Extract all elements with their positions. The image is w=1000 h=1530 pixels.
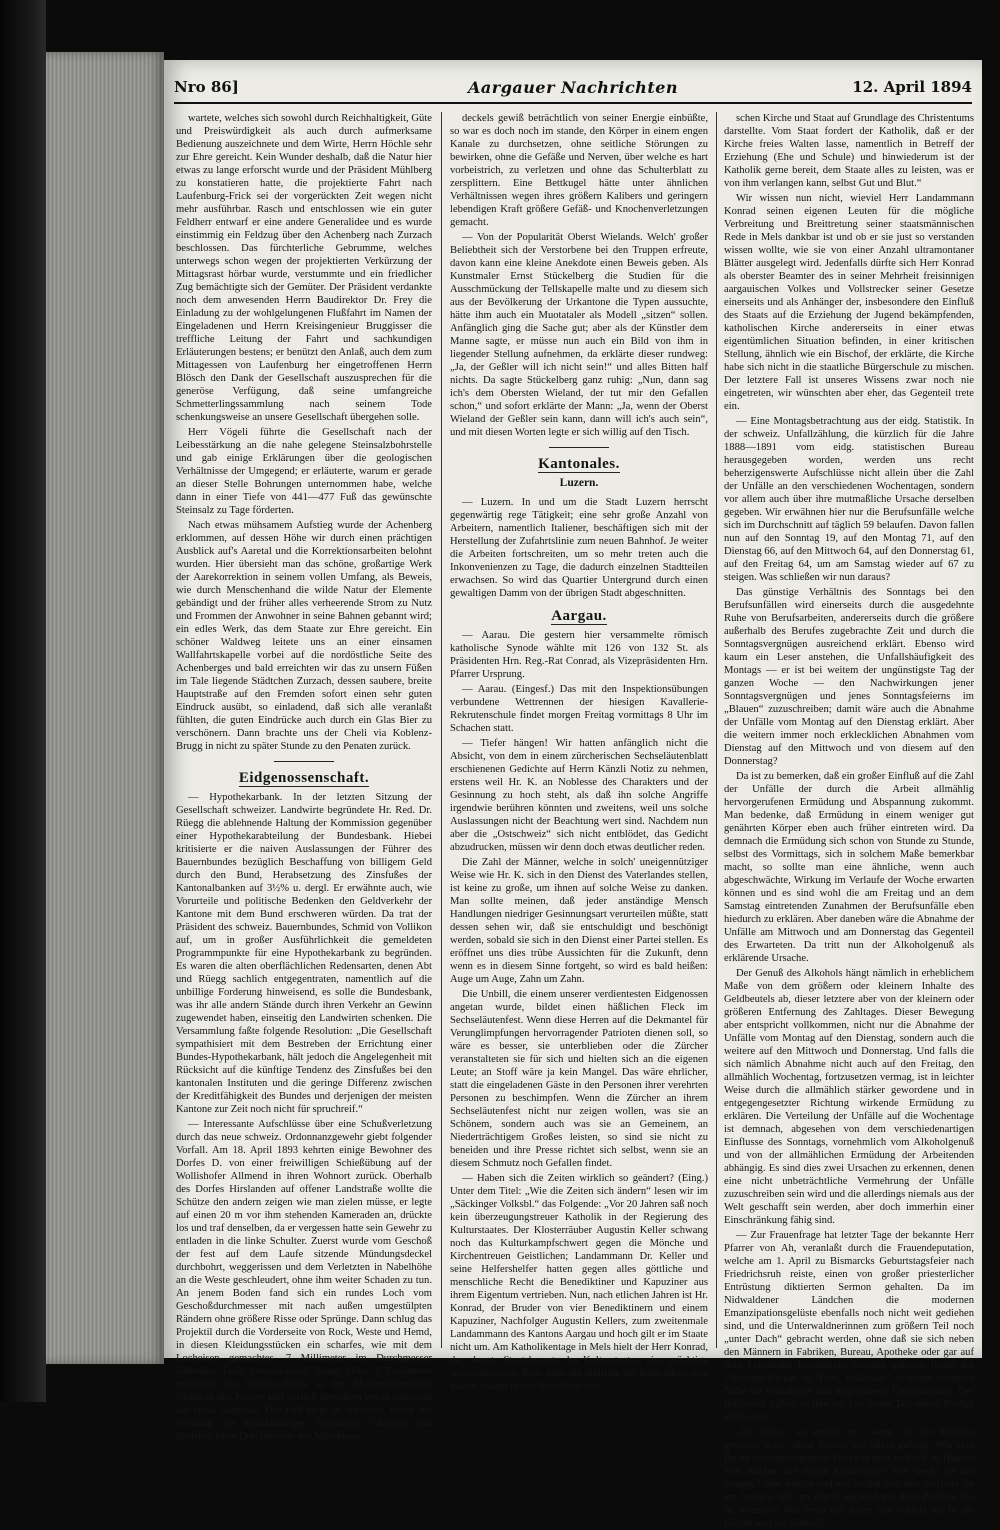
section-heading-aargau: Aargau. bbox=[551, 608, 607, 624]
article-paragraph: Herr Vögeli führte die Gesellschaft nach der Leibesstärkung an die nahe gelegene Steinsalzbohrstelle und gab einige Erklärungen über die geologischen Verhältnisse der Umgegend; er erläuterte, warum er gerade an dieser Stelle Bohrungen unternommen habe, welche dann in einer Tiefe von 441—477 Fuß das gewünschte Steinsalz zu Tage förderten. bbox=[176, 427, 432, 516]
article-paragraph: — Luzern. In und um die Stadt Luzern herrscht gegenwärtig rege Tätigkeit; eine sehr große Anzahl von Arbeitern, namentlich Italiener, beschäftigen sich mit der Herstellung der Zufahrtslinie zum neuen Bahnhof. Je weiter die Arbeiten fortschreiten, um so mehr treten auch die Inkonvenienzen zu Tage, die dadurch einzelnen Stadtteilen erwachsen. So wird das Quartier Untergrund durch einen gewaltigen Damm von der übrigen Stadt abgeschnitten. bbox=[450, 497, 708, 599]
article-paragraph: — Aarau. Die gestern hier versammelte römisch katholische Synode wählte mit 126 von 132 St. als Präsidenten Hrn. Reg.-Rat Conrad, als Vizepräsidenten Hrn. Pfarrer Ursprung. bbox=[450, 630, 708, 680]
article-paragraph: Die Zahl der Männer, welche in solch' uneigennütziger Weise wie Hr. K. sich in den Dienst des Vaterlandes stellen, ist keine zu große, um ihnen auf solche Weise zu danken. Man sollte meinen, daß jeder anständige Mensch Handlungen niedriger Gesinnungsart verurteilen müßte, statt dessen sehen wir, daß sie entschuldigt und beschönigt werden, sobald sie sich in den Dienst einer Partei stellen. Es eröffnet uns dies trübe Aussichten für die Zukunft, denn wenn es in diesem Sinne fortgeht, so wird es bald heißen: Auge um Auge, Zahn um Zahn. bbox=[450, 857, 708, 985]
page-header bbox=[174, 74, 972, 104]
book-spine-shadow bbox=[0, 0, 46, 1402]
issue-date: 12. April 1894 bbox=[852, 78, 972, 96]
newspaper-page bbox=[164, 60, 982, 1529]
article-paragraph: Das günstige Verhältnis des Sonntags bei den Berufsunfällen wird einerseits durch die ausgedehnte Ruhe von Berufsarbeiten, andererseits durch die größere außerhalb des Berufes zugebrachte Zeit und durch die Sonntagsvergnügen ausreichend erklärt. Ebenso wird kaum ein Leser anstehen, die Unfallshäufigkeit des Montags — er ist bei weitem der ungünstigste Tag der ganzen Woche — den Nachwirkungen jener Sonntagsvergnügen und jenes Sonntagsfeierns im „Blauen“ zuzuschreiben; damit wäre auch die Abnahme der Unfälle vom Montag auf den Dienstag erklärt. Aber die weitern immer noch erklecklichen Abnahmen vom Dienstag auf den Mittwoch und von diesem auf den Donnerstag? bbox=[724, 587, 974, 767]
article-paragraph: — Haben sich die Zeiten wirklich so geändert? (Eing.) Unter dem Titel: „Wie die Zeiten sich ändern“ lesen wir im „Säckinger Volksbl.“ das Folgende: „Vor 20 Jahren saß noch kein überzeugungstreuer Katholik in der Regierung des Kulturstaates. Der Klosterräuber Augustin Keller schwang noch das Kulturkampfschwert gegen die Mönche und Kirchentreuen Geistlichen; Landammann Dr. Keller und seine Helfershelfer hatten gegen alles göttliche und menschliche Recht die Benediktiner und Kapuziner aus ihrem Eigentum vertrieben. Nun, nach etlichen Jahren ist Hr. Konrad, der Bruder von vier Benediktinern und einem Kapuziner, Nachfolger Augustin Kellers, zum zweitenmale Landammann des Kantons Aargau und hoch gilt er im Staate nicht um. Am Katholikentage in Mels hielt der Herr Konrad, der oberste Staatsbeamte des Kulturstaates, eine prächtige staatsmännische Rede über die Stellung der Katholiken zum Staate, indem er das Verhältnis zwi- bbox=[450, 1173, 708, 1392]
section-heading-eidgenossenschaft: Eidgenossenschaft. bbox=[238, 770, 370, 786]
article-paragraph: Wir wissen nun nicht, wieviel Herr Landammann Konrad seinen eigenen Leuten für die mögliche Verbreitung und Breittretung seiner staatsmännischen Rede in Mels dankbar ist und ob er sie just so verstanden wissen wollte, wie sie von einer Anzahl ultramontaner Blätter ausgelegt wird. Jedenfalls dürfte sich Herr Konrad als oberster Beamter des in seiner Mehrheit freisinnigen aargauischen Volkes und Vollstrecker seiner Gesetze einerseits und als Anhänger der, insbesondere den Einfluß des Staats auf die Erziehung der Jugend bekämpfenden, katholischen Kirche andererseits in einer etwas eigentümlichen Situation befinden, in einer kritischen Stellung, ähnlich wie ein Bischof, der erklärte, die Kirche habe sich nicht in die staatliche Bürgerschule zu mischen. Der letztere Fall ist unseres Wissens zwar noch nie eingetreten, wir wünschten aber eher, das Gegenteil trete ein. bbox=[724, 193, 974, 412]
article-paragraph: — Hypothekarbank. In der letzten Sitzung der Gesellschaft schweizer. Landwirte begründete Hr. Red. Dr. Rüegg die ablehnende Haltung der Kommission gegenüber einer Hypothekarabteilung der Bundesbank. Hiebei kritisierte er die naiven Auslassungen der Führer des Bauernbundes bezüglich Beschaffung von billigem Geld durch den Bund, Herabsetzung des Zinsfußes der Kantonalbanken auf 3½% u. dergl. Er erwähnte auch, wie Vorurteile und politische Bedenken den Geldverkehr der Kantone mit dem Bund erschweren würden. Da trat der Präsident des schweiz. Bauernbundes, Schmid von Vollikon auf, um in großer Ausführlichkeit die gemeldeten Programmpunkte für eine Hypothekarbank zu begründen. Es waren die alten oberflächlichen Redensarten, denen Abt und Rüegg sachlich entgegentraten, namentlich auf die unbillige Forderung hinweisend, es solle die Bundesbank, was ihr alle andern Stände durch ihren Verkehr an Gewinn zugewendet haben, einseitig den Landwirten schenken. Die Versammlung faßte folgende Resolution: „Die Gesellschaft sympathisiert mit dem Bestreben der Errichtung einer Bundes-Hypothekarbank, hält jedoch die Angelegenheit mit Rücksicht auf die künftige Tendenz des Zinsfußes bei den kantonalen Instituten und die geringe Differenz zwischen der Kreditfähigkeit des Bundes und derjenigen der meisten Kantone zur Zeit noch nicht für spruchreif.“ bbox=[176, 792, 432, 1115]
article-paragraph: — Aarau. (Eingesf.) Das mit den Inspektionsübungen verbundene Wettrennen der hiesigen Kavallerie-Rekrutenschule findet morgen Freitag vormittags 8 Uhr im Schachen statt. bbox=[450, 684, 708, 734]
header-rule bbox=[174, 102, 972, 104]
separator-rule bbox=[549, 447, 609, 448]
article-paragraph: — Eine Montagsbetrachtung aus der eidg. Statistik. In der schweiz. Unfallzählung, die kürzlich für die Jahre 1888—1891 vom eidg. statistischen Bureau herausgegeben worden, werden uns recht beherzigenswerte Aufschlüsse nicht allein über die Zahl der Unfälle an den verschiedenen Wochentagen, sondern vor allem auch über ihre mutmaßliche Ursache derselben gegeben. Wir erwähnen hier nur die Berufsunfälle welche sich im Durchschnitt auf täglich 59 belaufen. Davon fallen nun auf den Sonntag 19, auf den Montag 71, auf den Dienstag 66, auf den Mittwoch 64, auf den Donnerstag 61, auf den Freitag 64, um am Samstag wieder auf 67 zu steigen. Was schließen wir nun daraus? bbox=[724, 416, 974, 583]
article-paragraph: schen Kirche und Staat auf Grundlage des Christentums darstellte. Vom Staat fordert der Katholik, daß er der Kirche freies Walten lasse, namentlich in Betreff der Erziehung (Ehe und Schule) und hinwiederum ist der Katholik gerne bereit, dem Staate alles zu leisten, was er von ihm verlangen kann, selbst Gut und Blut.“ bbox=[724, 113, 974, 189]
column-2 bbox=[450, 112, 708, 1392]
column-3 bbox=[724, 112, 974, 1529]
article-paragraph: — Von der Popularität Oberst Wielands. Welch' großer Beliebtheit sich der Verstorbene bei den Truppen erfreute, davon kann eine kleine Anekdote einen Beweis geben. Als Kunstmaler Ernst Stückelberg die Studien für die Ausschmückung der Tellskapelle malte und zu diesem sich aus der Bevölkerung der Urkantone die Typen aussuchte, hätte ihm auch ein Muotataler als Modell „sitzen“ sollen. Anfänglich ging die Sache gut; aber als der Künstler dem Manne sagte, er müsse nun auch ein Bild von ihm in liegender Stellung aufnehmen, da erklärte dieser rundweg: „Ja, der Geßler will ich nicht sein!“ und alles Bitten half nichts. Da sagte Stückelberg ganz ruhig: „Nun, dann sag ich's dem Obersten Wieland, der tut mir den Gefallen schon,“ und sofort erklärte der Mann: „Ja, wenn der Oberst Wieland der Geßler sein kann, dann will ich's auch sein“, und mit diesen Worten legte er sich willig auf den Tisch. bbox=[450, 232, 708, 438]
issue-number: Nro 86] bbox=[174, 78, 239, 96]
subsection-heading-luzern: Luzern. bbox=[559, 477, 599, 489]
article-paragraph: — Zur Frauenfrage hat letzter Tage der bekannte Herr Pfarrer von Ah, veranlaßt durch die Frauendeputation, welche am 1. April zu Bismarcks Geburtstagsfeier nach Friedrichsruh reiste, einen von großer priesterlicher Entrüstung diktierten Sermon gehalten. Da im Nidwaldener Ländchen die modernen Emanzipationsgelüste ebenfalls noch nicht weit gediehen sind, und die Unterwaldnerinnen zum größern Teil noch „unter Dach“ gebracht werden, ohne daß sie sich neben den Männern in Fabriken, Bureau, Apotheke oder gar auf dem Lehrstuhle Konkurrenz machen müssen, findet der „Weltüberblicker im Nidw. Volksblatt“ in seiner nächsten Nähe die lebhafteste und ungeteilteste Unterstützung. Der Kuriosität halber wollen wir hier einen Teil seiner Predigt abdrucken. bbox=[724, 1230, 974, 1423]
separator-rule bbox=[274, 761, 334, 762]
column-divider bbox=[441, 112, 442, 1348]
section-heading-kantonales: Kantonales. bbox=[538, 456, 620, 472]
column-1 bbox=[176, 112, 432, 1442]
article-paragraph: Da ist zu bemerken, daß ein großer Einfluß auf die Zahl der Unfälle der durch die Arbeit allmählig hervorgerufenen Ermüdung und Abspannung zukommt. Man bedenke, daß Ermüdung in einem weniger gut genährten Körper eben auch früher eintreten wird. Da demnach die Ermüdung sich schon von Stunde zu Stunde, selbst des Vormittags, sich in solchem Maße bemerkbar macht, so sollte man eine ähnliche, wenn auch abgeschwächte, Wirkung im Verlaufe der Woche erwarten können und es sind wohl die am Freitag und an dem Samstag eintretenden Zunahmen der Berufsunfälle eben hiedurch zu erklären. Aber daneben wäre die Abnahme der Unfälle am Mittwoch und am Donnerstag das Gegenteil des Erwarteten. Da tritt nun der Alkoholgenuß als erklärende Ursache. bbox=[724, 771, 974, 964]
article-paragraph: Der Genuß des Alkohols hängt nämlich in erheblichem Maße von dem größern oder kleinern Inhalte des Geldbeutels ab, dieser letztere aber von der kleinern oder größeren Entfernung des Zahltages. Dieser Bewegung aber entspricht vollkommen, nicht nur die Abnahme der Unfälle vom Montag auf den Dienstag, sondern auch die weitere auf den Mittwoch und Donnerstag. Und falls die sich nämlich Abnahme nicht auch auf den Freitag, den allmählich Wochentag, fortzusetzen vermag, ist in leichter Weise durch die allmählich stärker gewordene und in entgegengesetzter Richtung wirkende Ermüdung zu erklären. Die Verteilung der Unfälle auf die Wochentage ist demnach, abgesehen von dem verschiedenartigen Einflusse des Sonntags, vornehmlich vom Alkoholgenuß und von der allmählichen Ermüdung der Arbeitenden abhängig. Es sind dies zwei Ursachen zu erkennen, denen eine nicht unbeträchtliche Vermehrung der Unfälle zuzuschreiben sein wird und die allerdings niemals aus der Welt geschafft sein werden, aber doch immerhin einer Einschränkung fähig sind. bbox=[724, 968, 974, 1226]
article-paragraph: wartete, welches sich sowohl durch Reichhaltigkeit, Güte und Preiswürdigkeit als auch durch aufmerksame Bedienung auszeichnete und dem Wirte, Herrn Höchle sehr zur Ehre gereicht. Kein Wunder deshalb, daß die Natur hier etwas zu lange erforscht wurde und der Präsident Mühlberg zu konstatieren hatte, die projektierte Fahrt nach Laufenburg-Frick sei der vorgerückten Zeit wegen nicht mehr ausführbar. Rasch und entschlossen wie ein guter Feldherr entwarf er eine andere Generalidee und es wurde einstimmig ein Feldzug über den Achenberg nach Zurzach beschlossen. Das fürchterliche Gebrumme, welches unterwegs schon wegen der projektierten Verkürzung der Mittagsrast hörbar wurde, verstummte und ein friedlicher Zug bemächtigte sich der Gemüter. Der Präsident verdankte noch dem anwesenden Herrn Baudirektor Dr. Frey die Einladung zu der wohlgelungenen Flußfahrt im Namen der Eingeladenen und Herrn Kreisingenieur Bruggisser die treffliche Leitung der Fahrt und sachkundigen Erläuterungen bestens; er benützt den Anlaß, auch dem zum Mittagessen von Laufenburg her eingetroffenen Herrn Blösch den Dank der Gesellschaft auszusprechen für die generöse Verfügung, daß seine umfangreiche Schmetterlingssammlung nach seinem Tode schenkungsweise an unsere Gesellschaft übergehen solle. bbox=[176, 113, 432, 423]
article-paragraph: Die Unbill, die einem unserer verdientesten Eidgenossen angetan wurde, bildet einen häßlichen Fleck im Sechseläutenfest. Wenn diese Herren auf die Dekmantel für Verunglimpfungen hervorragender Patrioten dienen soll, so wäre es besser, sie unterblieben oder die Zürcher veranstalteten sie für sich und hielten sich an die eigenen Leute; an Stoff wäre ja kein Mangel. Das wäre ehrlicher, statt die eingeladenen Gäste in den Personen ihrer verehrten Personen zu beschimpfen. Wenn die Zürcher an ihrem Sechseläutenfest nicht nur zeigen wollen, was sie an Schönem, sondern auch was sie an Gemeinem, an Niederträchtigem Großes leisten, so sind sie nicht zu beneiden und ihre Presse richtet sich selbst, wenn sie an diesem Schmutz noch Gefallen findet. bbox=[450, 989, 708, 1169]
article-paragraph: Nach etwas mühsamem Aufstieg wurde der Achenberg erklommen, auf dessen Höhe wir durch einen prächtigen Ausblick auf's Aaretal und die Korrektionsarbeiten belohnt wurden. Hier übersieht man das schöne, großartige Werk der Aarekorrektion in seinem vollen Umfang, als Beweis, wie durch Menschenhand die wilde Natur der Elemente gebändigt und der früher alles verheerende Strom zu Nutz und Frommen der Anwohner in seine Bahnen gebannt wird; ein edles Werk, das dem Staate zur Ehre gereicht. Ein schöner Waldweg leitete uns an einer einsamen Wallfahrtskapelle vorbei auf die nordöstliche Seite des Achenberges und bald erreichten wir das zu unsern Füßen im Tale liegende Städtchen Zurzach, dessen saubere, breite Hauptstraße auf den Fremden sofort einen sehr guten Eindruck ausübt, so einladend, daß sich alle veranlaßt fühlten, die guten Eindrücke auch durch ein Glas Bier zu verschönern. Dann brachte uns der Cheli via Koblenz-Brugg in nicht zu später Stunde zu den Penaten zurück. bbox=[176, 520, 432, 752]
article-paragraph: „Ich hätte,“ so spricht er, „wenn ich der Kanzler gewesen wäre, diese Frauen vor allem gefragt: Wie seid Ihr da hereingekommen? Und wie geht es Euch zu Hause? Was machen die lieben Kinderleins? Wer weckt sie am morgen? Wer wäscht und wer strählt sie? Wer zeichnet sie am morgen und am abend segnend mit dem Zeichen des hl. Kreuzes? Wer betet mit ihnen und schickt sie in die Kirche und die Schule? bbox=[724, 1427, 974, 1529]
article-paragraph: — Interessante Aufschlüsse über eine Schußverletzung durch das neue schweiz. Ordonnanzgewehr giebt folgender Vorfall. Am 18. April 1893 kehrten einige Bewohner des Dorfes D. von einer freiwilligen Schießübung auf der Wollishofer Allmend in ihren Wohnort zurück. Oberhalb des Dorfes Hirslanden auf offener Landstraße wollte die Schütze den andern zeigen wie man zielen müsse, er legte auf einen 20 m vor ihm stehenden Kameraden an, drückte los und traf denselben, da er vergessen hatte sein Gewehr zu entladen in die linke Schulter. Zuerst wurde vom Geschoß der fest auf dem Laufe sitzende Mündungsdeckel durchbohrt, weggerissen und dem Verletzten in Nabelhöhe an die Weste geschleudert, ohne ihm weiter Schaden zu tun. An jenem Boden fand sich ein rundes Loch vom Geschoßdurchmesser mit nach außen umgestülpten Rändern ohne größere Risse oder Sprünge. Dann schlug das Projektil durch die Vorderseite von Rock, Weste und Hemd, in diesen Kleidungsstücken ein scharfes, wie mit dem Locheisen gemachtes, 7 Millimeter im Durchmesser haltendes Loch verursachend, drang zirka 3 Zentimeter unterhalb des Schlüsselbeins in der Mohrenheimschen Grube in den Körper und verließ denselben etwas unterhalb der spina scapulae. Der Fall zeigt in typischer Weise die Wirkung der kleinkalibrigen Geschosse. Obschon das Projektil beim Durchbohren des Mündungs- bbox=[176, 1119, 432, 1442]
column-divider bbox=[716, 112, 717, 1348]
masthead-title: Aargauer Nachrichten bbox=[467, 78, 679, 97]
page-stack-edge bbox=[46, 52, 164, 1364]
article-paragraph: deckels gewiß beträchtlich von seiner Energie einbüßte, so war es doch noch im stande, den Körper in einem engen Kanale zu durchsetzen, ohne seitliche Störungen zu bewirken, ohne die Gefäße und Nerven, über welche es hart vorbeistrich, zu verletzen und ohne das Schulterblatt zu zersplittern. Eine Bettkugel hätte unter ähnlichen Verhältnissen wegen ihres größern Kalibers und geringern lebendigen Kraft größere Gefäß- und Knochenverletzungen gemacht. bbox=[450, 113, 708, 228]
article-paragraph: — Tiefer hängen! Wir hatten anfänglich nicht die Absicht, von dem in einem zürcherischen Sechseläutenblatt erschienenen Gedichte auf Herrn Känzli Notiz zu nehmen, erstens weil Hr. K. an Noblesse des Charakters und der Gesinnung zu hoch steht, als daß ihn solche Angriffe irgendwie berühren könnten und zweitens, weil uns solche Auslassungen nicht der Beachtung wert sind. Nachdem nun aber die „Ostschweiz“ sich nicht entblödet, das Gedicht abzudrucken, müssen wir denn doch etwas deutlicher reden. bbox=[450, 738, 708, 853]
